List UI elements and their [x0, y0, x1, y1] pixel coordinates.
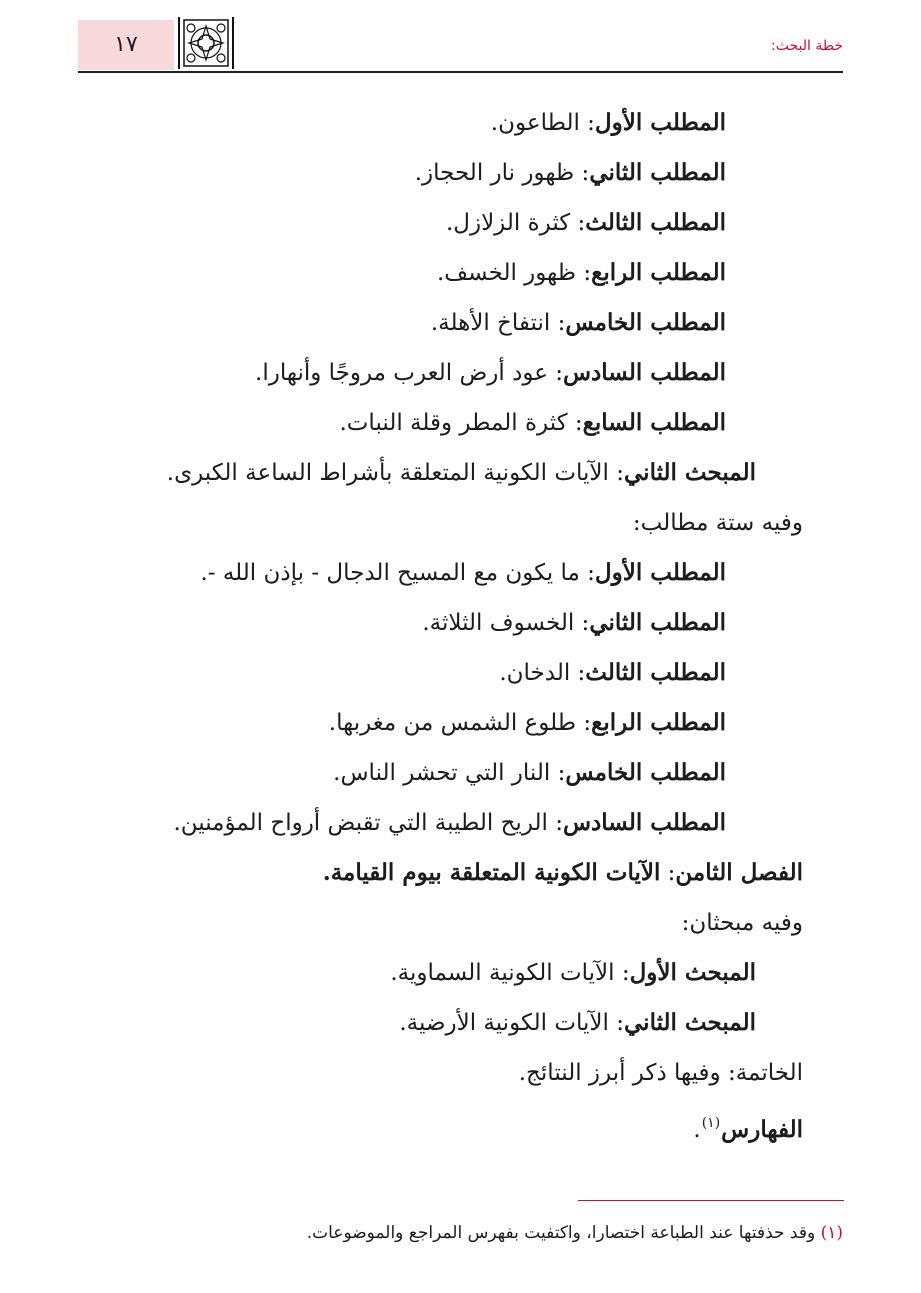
section-heading: المبحث الأول: الآيات الكونية السماوية.: [390, 959, 756, 986]
list-item: المطلب السادس: الريح الطيبة التي تقبض أرواح المؤمنين.: [173, 809, 726, 836]
list-item: المطلب الخامس: انتفاخ الأهلة.: [430, 309, 726, 336]
list-item: المطلب الخامس: النار التي تحشر الناس.: [333, 759, 726, 786]
running-header-title: خطة البحث:: [771, 38, 843, 54]
intro-line: وفيه مبحثان:: [681, 910, 803, 936]
footnote-reference: (١): [701, 1115, 721, 1131]
list-item: المطلب الثاني: الخسوف الثلاثة.: [422, 609, 726, 636]
list-item: المطلب الثالث: الدخان.: [499, 659, 726, 686]
ornament-icon: [176, 17, 236, 69]
section-heading: المبحث الثاني: الآيات الكونية الأرضية.: [399, 1009, 756, 1036]
indexes-line: الفهارس$^{(١)}$.: [693, 1115, 803, 1143]
footnote-marker: (١): [820, 1223, 843, 1243]
list-item: المطلب الرابع: طلوع الشمس من مغربها.: [328, 709, 726, 736]
chapter-heading: الفصل الثامن: الآيات الكونية المتعلقة بيوم القيامة.: [322, 859, 803, 886]
page-number: ١٧: [114, 32, 138, 57]
list-item: المطلب الثاني: ظهور نار الحجاز.: [414, 159, 726, 186]
footnote: [307, 1218, 843, 1248]
list-item: المطلب الأول: ما يكون مع المسيح الدجال - بإذن الله -.: [200, 559, 726, 586]
list-item: المطلب السابع: كثرة المطر وقلة النبات.: [339, 409, 726, 436]
list-item: المطلب السادس: عود أرض العرب مروجًا وأنهارا.: [255, 359, 726, 386]
header-rule: [78, 71, 843, 73]
intro-line: وفيه ستة مطالب:: [632, 510, 803, 536]
footnote-rule: [578, 1200, 844, 1201]
section-heading: المبحث الثاني: الآيات الكونية المتعلقة بأشراط الساعة الكبرى.: [166, 459, 756, 486]
list-item: المطلب الرابع: ظهور الخسف.: [436, 259, 726, 286]
footnote-text: وقد حذفتها عند الطباعة اختصارا، واكتفيت بفهرس المراجع والموضوعات.: [306, 1223, 816, 1243]
conclusion-line: الخاتمة: وفيها ذكر أبرز النتائج.: [518, 1060, 803, 1086]
list-item: المطلب الأول: الطاعون.: [490, 109, 726, 136]
list-item: المطلب الثالث: كثرة الزلازل.: [445, 209, 726, 236]
